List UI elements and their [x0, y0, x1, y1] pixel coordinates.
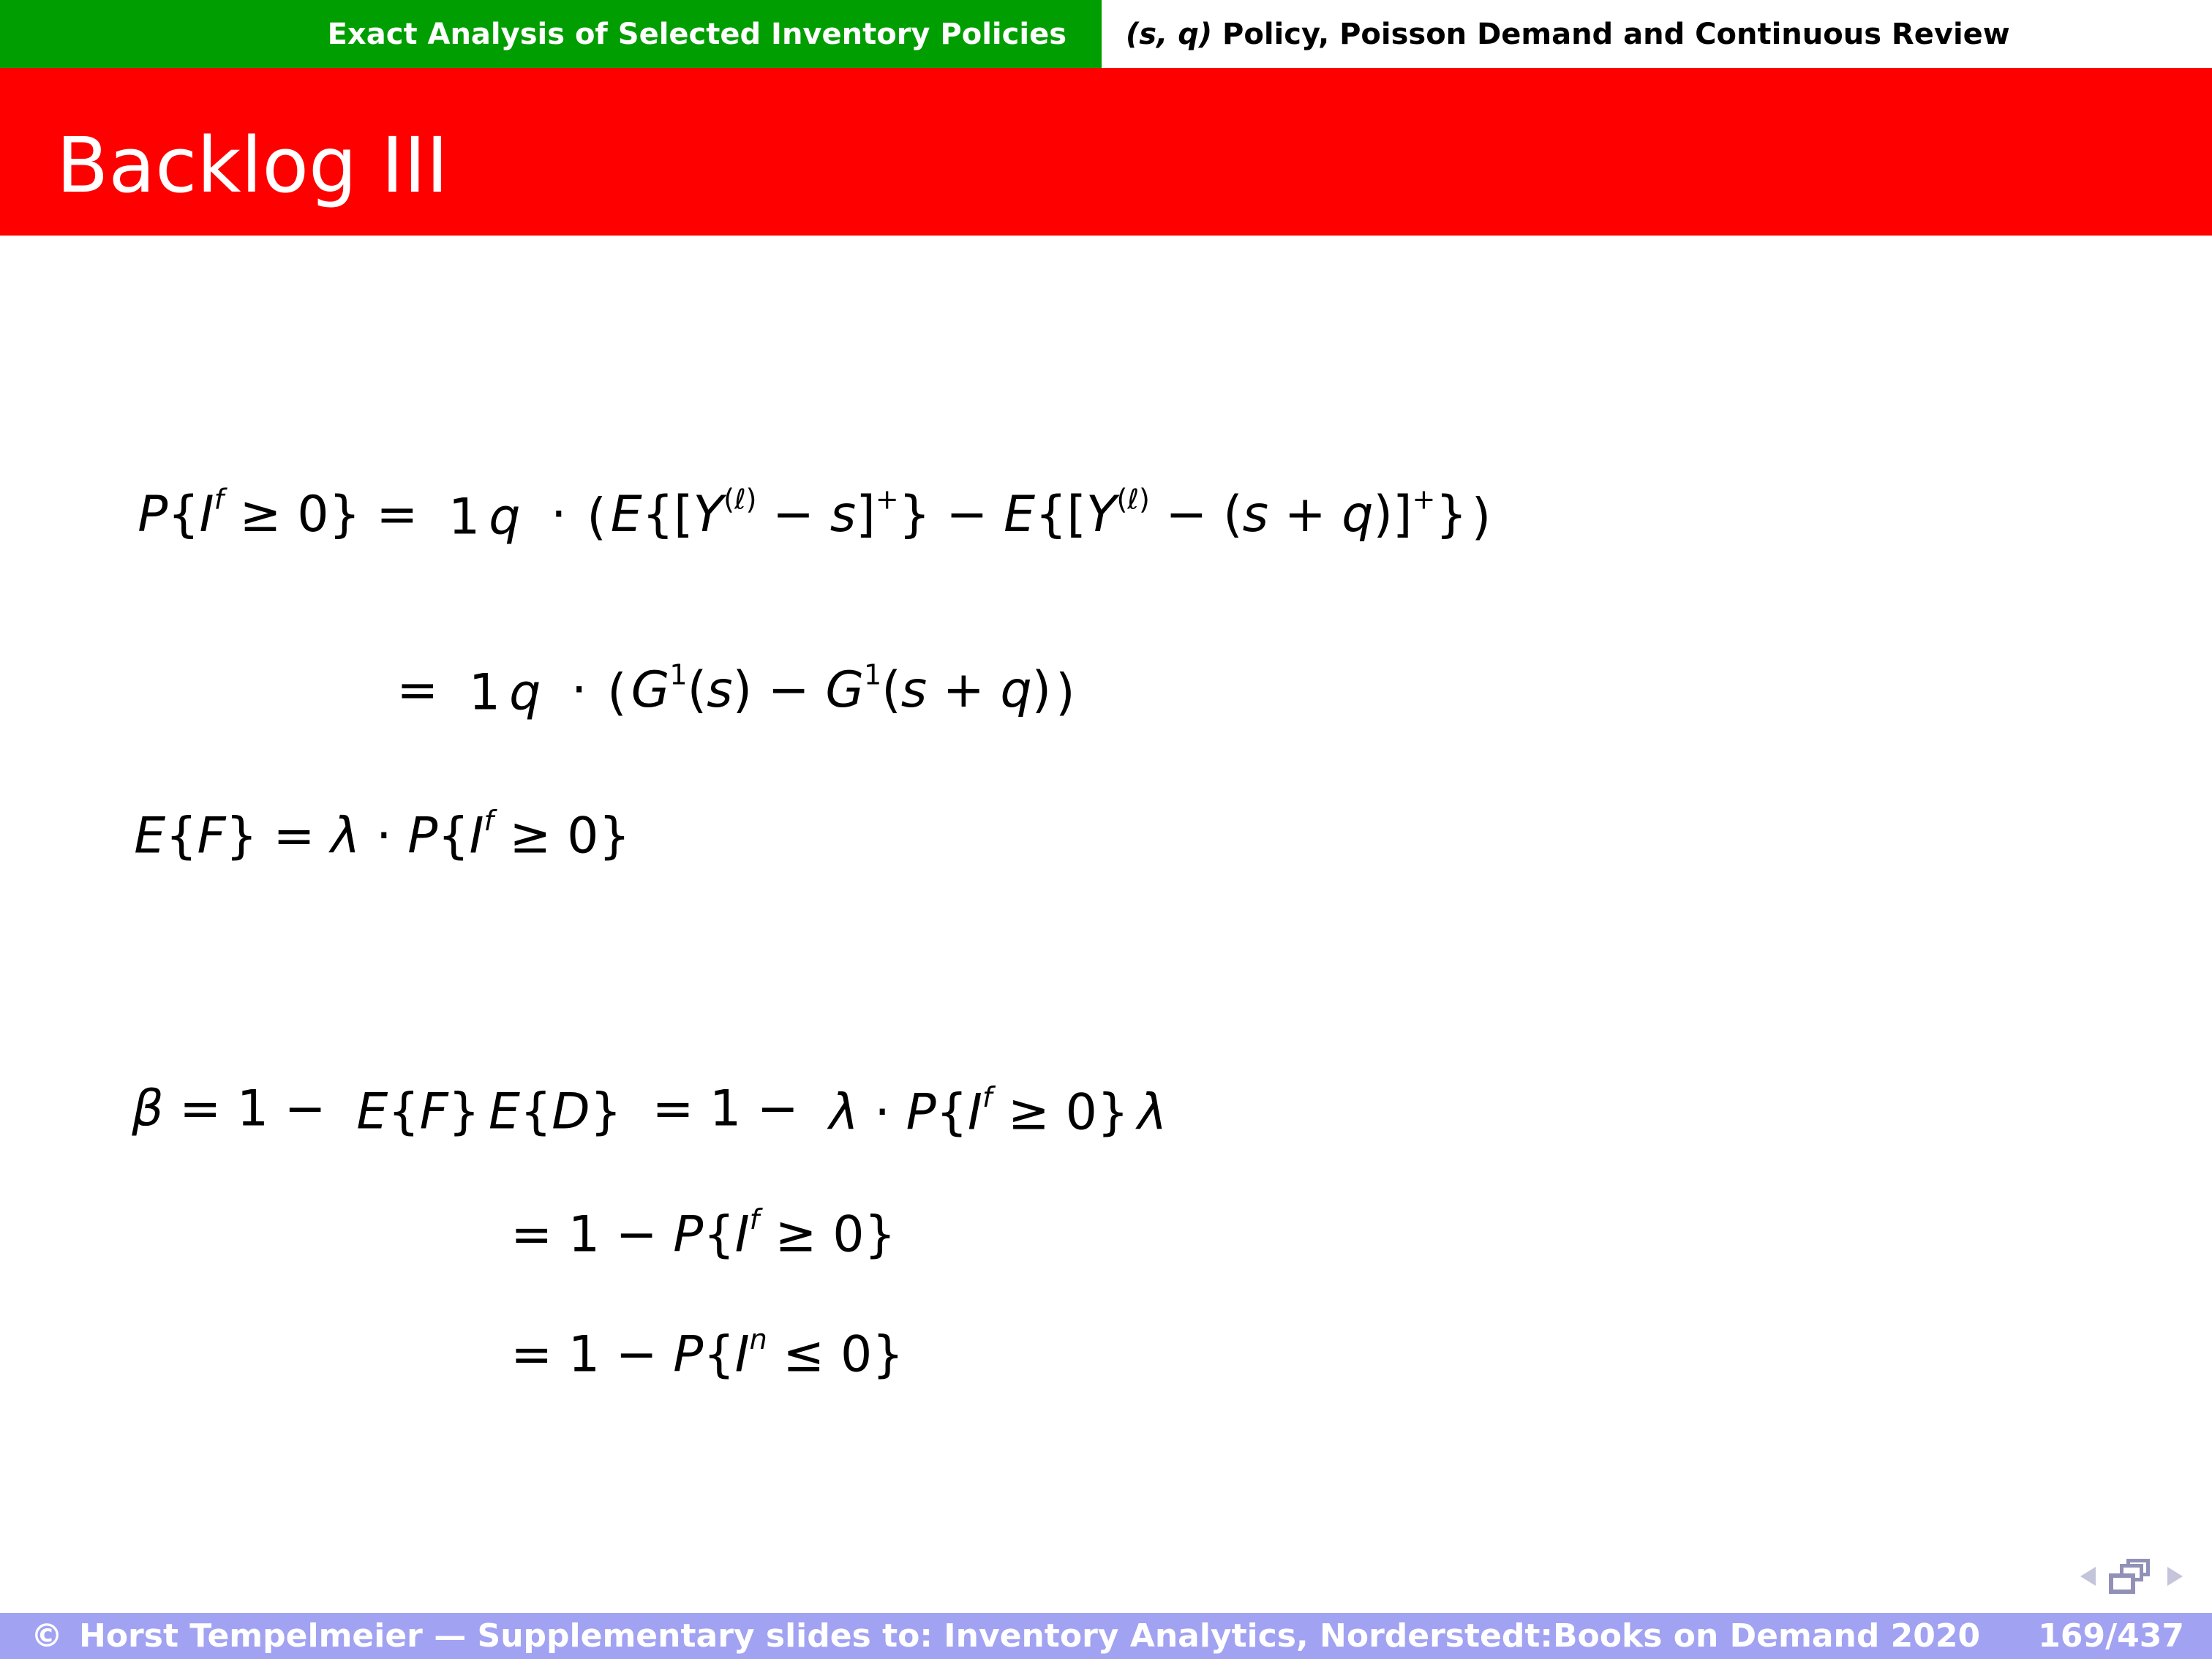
- math-token: λ: [1137, 1083, 1167, 1142]
- math-token: = 1 −: [163, 1080, 342, 1138]
- big-paren-left: (: [587, 488, 606, 546]
- math-token: E: [488, 1082, 520, 1140]
- math-token: f: [484, 805, 494, 838]
- math-token: }: [872, 1325, 904, 1384]
- page-indicator: 169/437: [2038, 1617, 2184, 1655]
- math-token: λ: [829, 1083, 859, 1142]
- math-token: [352, 1083, 484, 1140]
- math-token: 1: [468, 663, 501, 722]
- math-token: (: [881, 661, 901, 720]
- nav-frames-icon[interactable]: [2109, 1559, 2150, 1594]
- math-token: P: [906, 1083, 936, 1142]
- math-token: I: [469, 807, 484, 865]
- math-token: ≥ 0: [493, 807, 599, 865]
- footer-attribution: [0, 1617, 1980, 1655]
- fraction: [444, 488, 524, 546]
- math-token: ·: [360, 807, 408, 865]
- math-token: f: [982, 1081, 993, 1114]
- fraction: [464, 663, 545, 721]
- math-token: s: [900, 661, 928, 720]
- math-token: =: [360, 486, 434, 544]
- math-token: q: [509, 663, 541, 722]
- math-token: }: [1096, 1083, 1129, 1142]
- math-token: F: [419, 1082, 448, 1140]
- math-token: }: [864, 1205, 896, 1264]
- math-token: β: [132, 1080, 164, 1138]
- math-token: }: [328, 486, 361, 544]
- math-token: }: [598, 807, 631, 865]
- header-subsection-math: (s, q): [1126, 17, 1213, 51]
- math-token: Y: [1086, 486, 1117, 544]
- formula-beta-line1: [100, 1023, 1181, 1141]
- math-token: ·: [535, 486, 583, 544]
- math-token: ): [1031, 661, 1052, 720]
- fraction: [825, 1081, 1172, 1142]
- math-token: P: [407, 807, 438, 865]
- math-token: ]: [856, 486, 876, 544]
- math-token: {: [703, 1325, 735, 1384]
- formula-beta-line2: [479, 1147, 896, 1264]
- math-token: E: [356, 1082, 388, 1140]
- math-token: I: [967, 1083, 982, 1142]
- math-token: {: [519, 1082, 552, 1140]
- math-token: 1: [669, 658, 688, 691]
- formula-beta-line3: [479, 1267, 904, 1384]
- math-token: {[: [1035, 486, 1086, 544]
- math-token: }: [1435, 486, 1467, 544]
- math-token: +: [927, 661, 1001, 720]
- math-token: 1: [448, 488, 481, 546]
- math-token: P: [673, 1325, 704, 1384]
- headline-bar: [0, 0, 2212, 68]
- math-token: }: [590, 1082, 622, 1140]
- math-token: n: [749, 1323, 767, 1356]
- nav-frame-front: [2109, 1573, 2135, 1594]
- math-token: {: [388, 1082, 420, 1140]
- math-token: E: [134, 807, 166, 865]
- copyright-icon: ©: [31, 1617, 63, 1655]
- math-token: I: [734, 1205, 750, 1264]
- math-token: F: [197, 807, 226, 865]
- math-token: P: [138, 486, 168, 544]
- math-token: 1: [864, 658, 882, 691]
- frame-title: Backlog III: [56, 121, 449, 210]
- fraction: [352, 1083, 626, 1140]
- math-token: {: [168, 486, 200, 544]
- math-token: s: [830, 486, 857, 544]
- formula-prob-if-line1: [106, 426, 1495, 546]
- math-token: q: [489, 488, 521, 546]
- math-token: {: [936, 1083, 968, 1142]
- math-token: [484, 1083, 626, 1140]
- math-token: − (: [1149, 486, 1243, 544]
- math-token: } −: [898, 486, 1004, 544]
- math-token: +: [1412, 483, 1436, 516]
- math-token: }: [448, 1082, 480, 1140]
- math-token: f: [214, 483, 224, 516]
- math-token: +: [1268, 486, 1342, 544]
- math-token: I: [199, 486, 214, 544]
- math-token: E: [1004, 486, 1036, 544]
- math-token: ≤ 0: [767, 1325, 873, 1384]
- math-token: G: [631, 661, 670, 720]
- math-token: = 1 −: [511, 1205, 674, 1264]
- math-token: (ℓ): [1116, 483, 1150, 516]
- header-subsection-title: [1102, 0, 2212, 68]
- math-token: {: [703, 1205, 735, 1264]
- math-token: ·: [555, 661, 603, 720]
- math-token: E: [610, 486, 642, 544]
- math-token: (: [687, 661, 707, 720]
- math-token: q: [1000, 661, 1032, 720]
- formula-prob-if-line2: [365, 602, 1080, 721]
- math-token: = 1 −: [636, 1080, 815, 1138]
- math-token: I: [734, 1325, 750, 1384]
- math-token: +: [875, 483, 899, 516]
- math-token: f: [749, 1203, 760, 1236]
- math-token: ≥ 0: [759, 1205, 865, 1264]
- math-token: = 1 −: [511, 1325, 674, 1384]
- header-subsection-text: Policy, Poisson Demand and Continuous Review: [1212, 17, 2010, 51]
- math-token: λ: [331, 807, 361, 865]
- footer-attribution-text: Horst Tempelmeier — Supplementary slides to: Inventory Analytics, Norderstedt:Books on Demand 2020: [79, 1617, 1981, 1655]
- math-token: Y: [693, 486, 724, 544]
- nav-back-icon[interactable]: [2080, 1567, 2096, 1586]
- math-token: }: [225, 807, 257, 865]
- big-paren-left: (: [607, 663, 627, 722]
- math-token: s: [707, 661, 733, 720]
- math-token: {: [165, 807, 198, 865]
- math-token: ·: [858, 1083, 906, 1142]
- big-paren-right: ): [1056, 663, 1075, 722]
- footer-bar: [0, 1613, 2212, 1659]
- math-token: =: [396, 661, 454, 720]
- math-token: P: [673, 1205, 704, 1264]
- math-token: q: [1342, 486, 1374, 544]
- math-token: {: [437, 807, 470, 865]
- formula-expected-f: [102, 748, 631, 865]
- math-token: G: [825, 661, 865, 720]
- math-token: )]: [1373, 486, 1412, 544]
- header-section-title: Exact Analysis of Selected Inventory Policies: [0, 0, 1102, 68]
- math-token: D: [552, 1082, 590, 1140]
- math-token: ) −: [732, 661, 826, 720]
- big-paren-right: ): [1471, 488, 1491, 546]
- math-token: ≥ 0: [992, 1083, 1097, 1142]
- math-token: ≥ 0: [223, 486, 329, 544]
- navigation-bar: [2080, 1559, 2183, 1594]
- math-token: (ℓ): [723, 483, 757, 516]
- math-token: =: [257, 807, 331, 865]
- math-token: −: [756, 486, 830, 544]
- math-token: s: [1242, 486, 1269, 544]
- nav-forward-icon[interactable]: [2167, 1567, 2183, 1586]
- math-token: [825, 1081, 1134, 1142]
- math-token: {[: [642, 486, 693, 544]
